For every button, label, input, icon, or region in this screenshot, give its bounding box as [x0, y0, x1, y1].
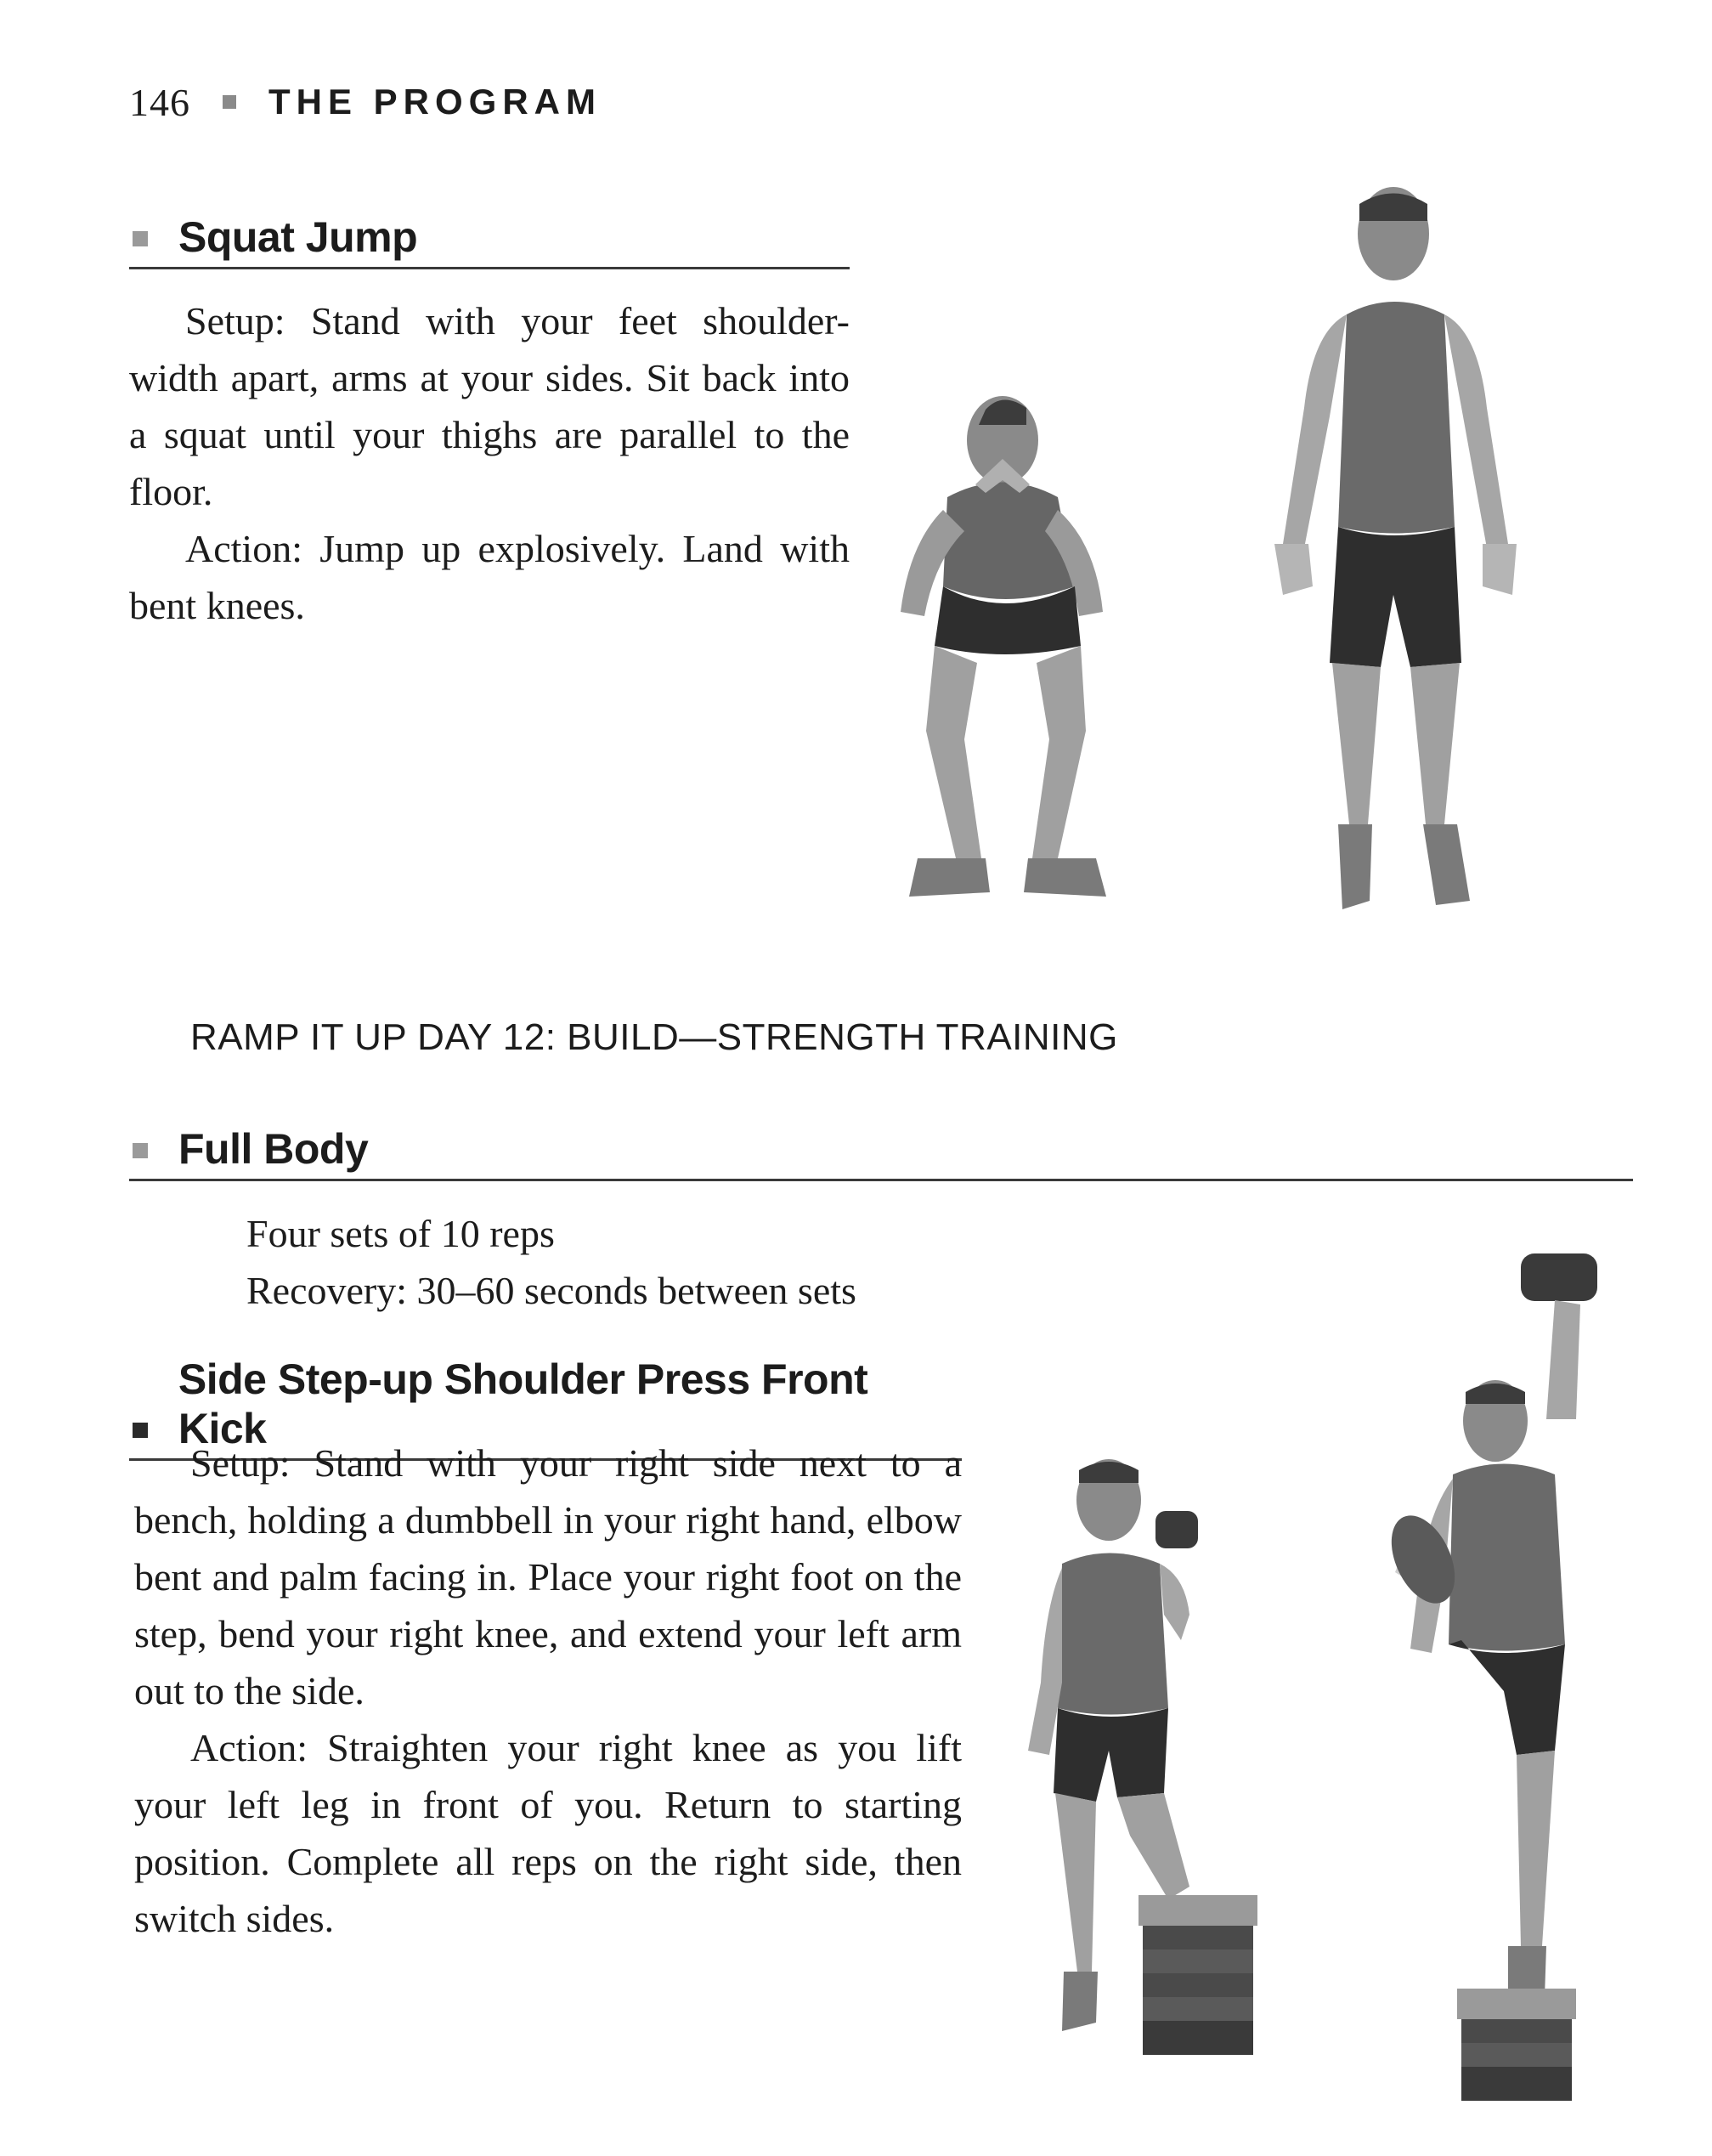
side-step-action: Action: Straighten your right knee as you lift your left leg in front of you. Return to starting position. Complete all reps on the right side, then switch sides. — [134, 1726, 962, 1940]
squat-jump-title: Squat Jump — [178, 213, 418, 261]
square-bullet-icon — [133, 1143, 148, 1158]
side-step-setup: Setup: Stand with your right side next to a bench, holding a dumbbell in your right hand, elbow bent and palm facing in. Place your right foot on the step, bend your right knee, and extend your left arm out to the side. — [134, 1441, 962, 1712]
side-step-body — [134, 1435, 962, 1947]
step-up-figure-image — [1028, 1459, 1257, 2055]
squat-jump-heading — [129, 212, 850, 269]
squat-jump-action: Action: Jump up explosively. Land with bent knees. — [129, 527, 850, 627]
full-body-heading — [129, 1124, 1633, 1181]
squatting-figure-image — [901, 396, 1106, 897]
jumping-figure-image — [1274, 187, 1517, 909]
recovery-time: Recovery: 30–60 seconds between sets — [246, 1269, 856, 1312]
squat-jump-body — [129, 292, 850, 634]
sets-reps: Four sets of 10 reps — [246, 1212, 555, 1255]
side-step-title: Side Step-up Shoulder Press Front Kick — [178, 1355, 868, 1452]
running-title: THE PROGRAM — [268, 82, 602, 122]
press-kick-figure-image — [1379, 1253, 1597, 2101]
side-step-photo — [1011, 1241, 1640, 2108]
page-number: 146 — [129, 80, 190, 124]
running-head — [129, 76, 602, 127]
squat-jump-setup: Setup: Stand with your feet shoulder-width apart, arms at your sides. Sit back into a squat until your thighs are parallel to the floor. — [129, 299, 850, 513]
square-bullet-icon — [133, 231, 148, 246]
day-title: RAMP IT UP DAY 12: BUILD—STRENGTH TRAINING — [190, 1016, 1118, 1058]
squat-jump-photo — [884, 187, 1614, 926]
full-body-details — [190, 1205, 955, 1319]
full-body-title: Full Body — [178, 1125, 369, 1173]
square-bullet-icon — [223, 95, 236, 109]
